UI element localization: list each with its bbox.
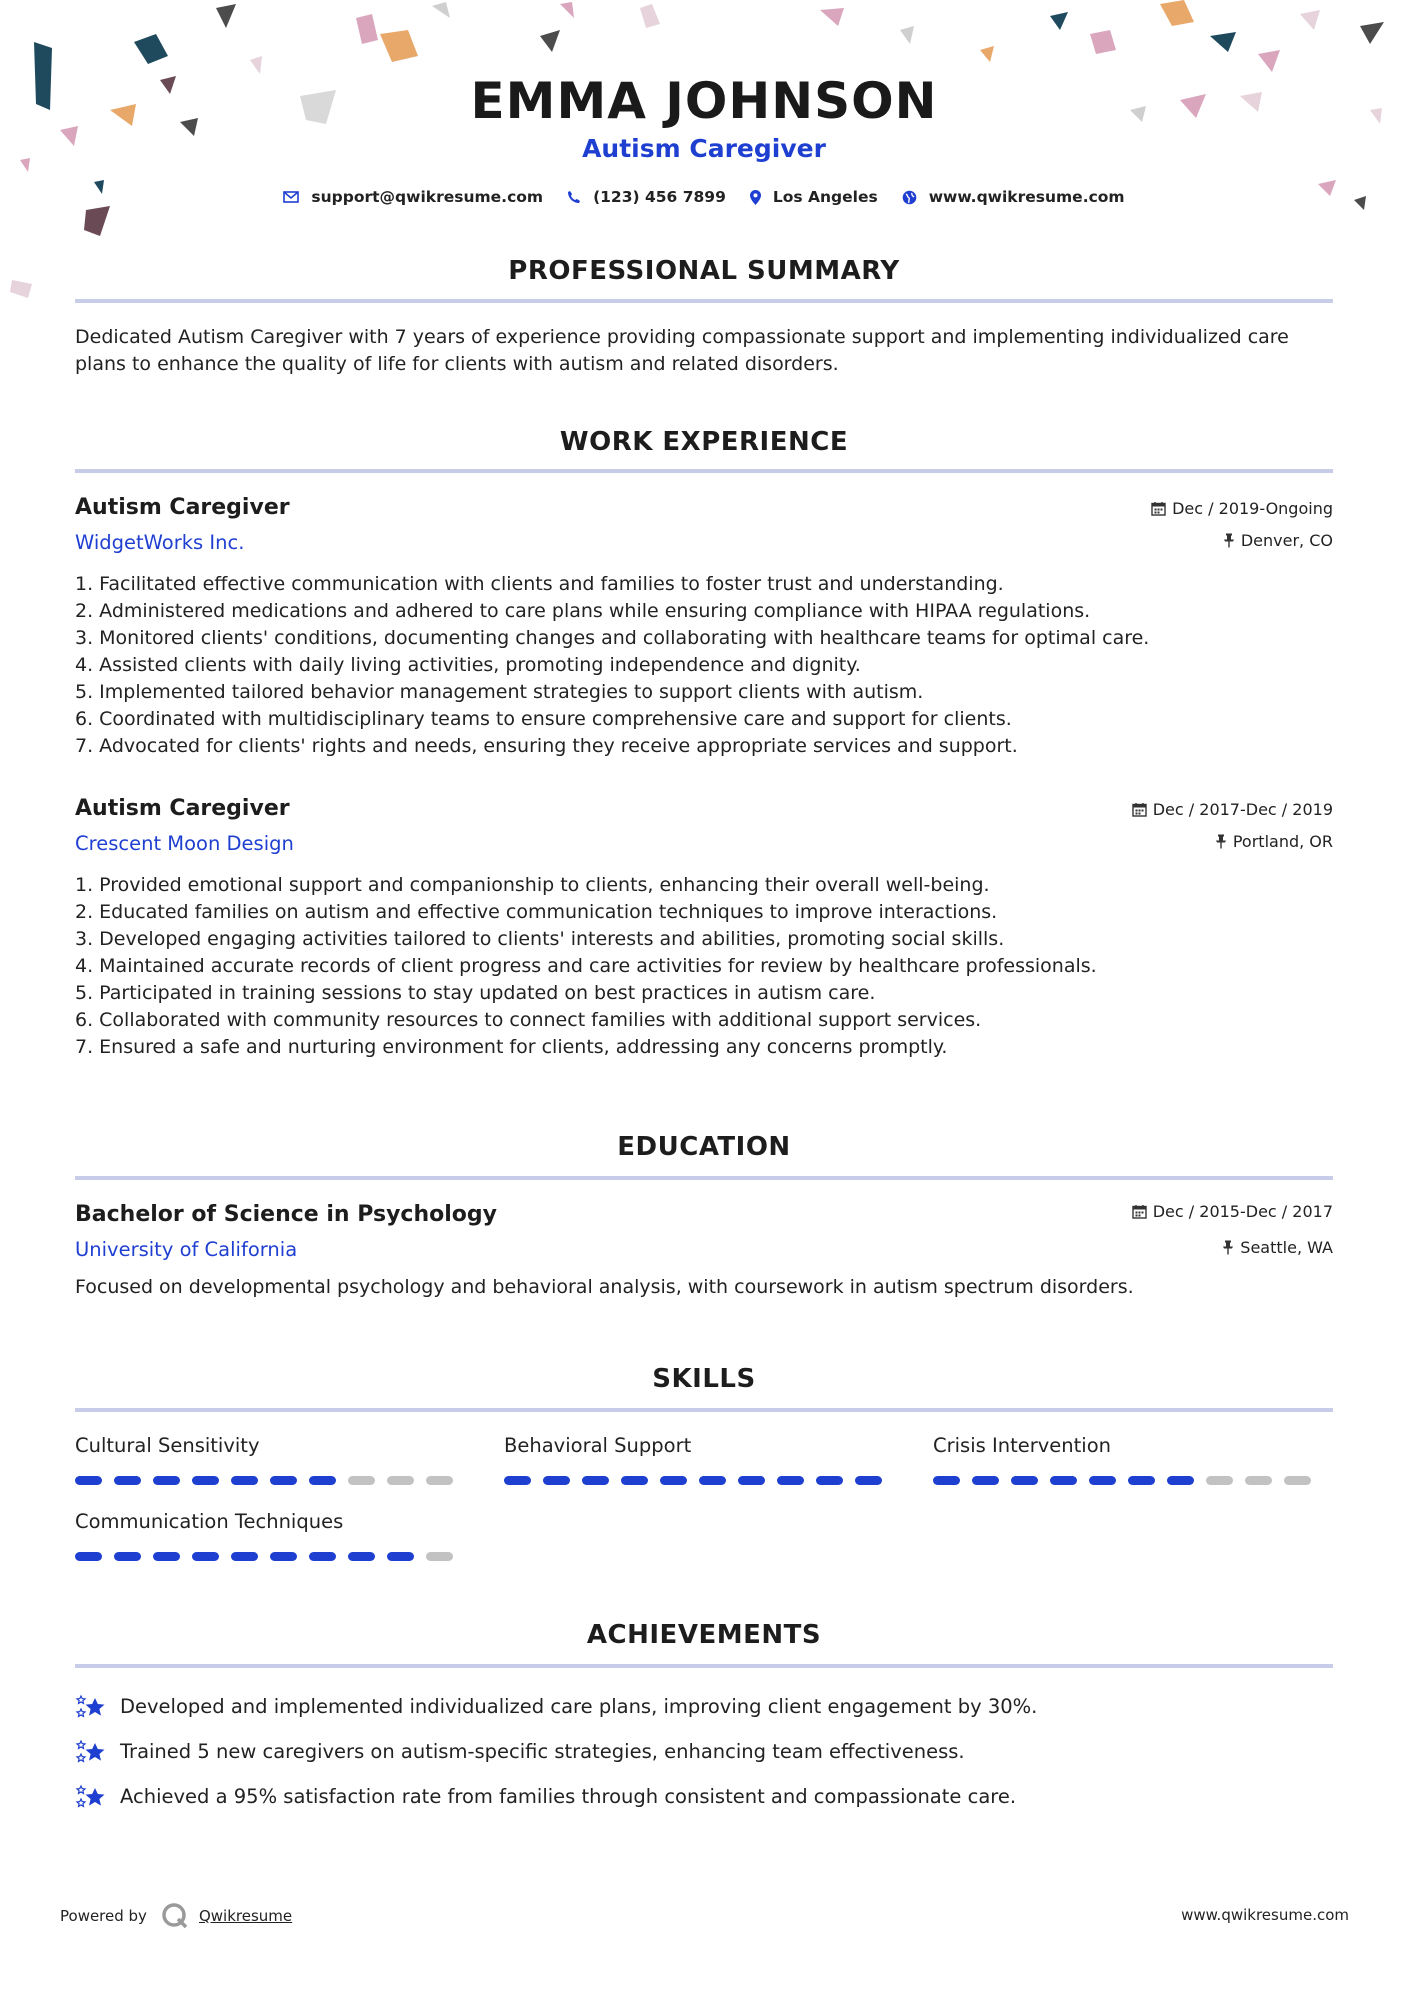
contact-website[interactable] (902, 188, 1125, 206)
skill-segment-empty (1245, 1476, 1272, 1485)
skill-level-bar (504, 1476, 894, 1485)
education-location (1222, 1238, 1333, 1257)
skill-level-bar (75, 1552, 465, 1561)
job-bullet-list (75, 872, 1097, 1061)
contact-email[interactable] (283, 188, 543, 206)
experience-entry (75, 796, 1333, 1058)
section-divider (75, 299, 1333, 303)
list-item: 7. Ensured a safe and nurturing environment for clients, addressing any concerns promptly. (75, 1036, 948, 1058)
skill-item (75, 1434, 475, 1457)
section-title-experience: WORK EXPERIENCE (559, 427, 849, 457)
skill-segment-filled (75, 1552, 102, 1561)
job-bullet-list (75, 571, 1149, 760)
skill-segment-filled (504, 1476, 531, 1485)
section-divider (75, 469, 1333, 473)
section-divider (75, 1176, 1333, 1180)
skill-segment-filled (75, 1476, 102, 1485)
skill-segment-filled (1050, 1476, 1077, 1485)
footer-brand-link[interactable]: Qwikresume (198, 1907, 293, 1925)
list-item: 1. Provided emotional support and companionship to clients, enhancing their overall well-being. (75, 874, 990, 896)
list-item: 1. Facilitated effective communication with clients and families to foster trust and understanding. (75, 573, 1004, 595)
skill-segment-filled (660, 1476, 687, 1485)
skill-segment-filled (1011, 1476, 1038, 1485)
skill-item (504, 1434, 904, 1457)
envelope-icon (283, 191, 299, 203)
education-entry (75, 1202, 1333, 1298)
skill-segment-filled (1128, 1476, 1155, 1485)
stars-icon (75, 1782, 108, 1810)
skill-segment-filled (1167, 1476, 1194, 1485)
job-company: Crescent Moon Design (75, 832, 294, 855)
skill-segment-filled (153, 1476, 180, 1485)
section-divider (75, 1408, 1333, 1412)
skill-segment-filled (270, 1552, 297, 1561)
skill-segment-filled (114, 1476, 141, 1485)
section-title-achievements: ACHIEVEMENTS (586, 1620, 822, 1650)
job-date-text: Dec / 2017-Dec / 2019 (1152, 800, 1333, 819)
education-school: University of California (75, 1238, 298, 1261)
contact-email-text: support@qwikresume.com (311, 188, 544, 206)
skill-segment-filled (231, 1552, 258, 1561)
education-location-text: Seattle, WA (1240, 1238, 1333, 1257)
skill-segment-empty (426, 1476, 453, 1485)
skill-segment-filled (270, 1476, 297, 1485)
achievement-text: Developed and implemented individualized care plans, improving client engagement by 30%. (120, 1694, 1038, 1718)
list-item: 4. Assisted clients with daily living activities, promoting independence and dignity. (75, 654, 861, 676)
skill-segment-filled (114, 1552, 141, 1561)
job-location-text: Portland, OR (1232, 832, 1333, 851)
phone-icon (567, 190, 581, 204)
skill-segment-filled (933, 1476, 960, 1485)
skill-segment-filled (387, 1552, 414, 1561)
skill-segment-filled (231, 1476, 258, 1485)
job-role: Autism Caregiver (75, 796, 290, 821)
skill-segment-filled (153, 1552, 180, 1561)
summary-text: Dedicated Autism Caregiver with 7 years of experience providing compassionate support and implementing individualized care plans to enhance the quality of life for clients with autism and related disorders. (75, 326, 1289, 375)
list-item: 2. Educated families on autism and effective communication techniques to improve interactions. (75, 901, 998, 923)
skill-level-bar (933, 1476, 1323, 1485)
skill-segment-filled (192, 1476, 219, 1485)
skill-level-bar (75, 1476, 465, 1485)
push-pin-icon (1215, 834, 1227, 849)
candidate-title: Autism Caregiver (582, 134, 826, 163)
job-company: WidgetWorks Inc. (75, 531, 245, 554)
skill-segment-filled (621, 1476, 648, 1485)
achievement-item (75, 1692, 1333, 1720)
job-location-text: Denver, CO (1240, 531, 1333, 550)
list-item: 3. Developed engaging activities tailored to clients' interests and abilities, promoting social skills. (75, 928, 1005, 950)
contact-website-text: www.qwikresume.com (928, 188, 1125, 206)
skill-segment-filled (348, 1552, 375, 1561)
section-title-summary: PROFESSIONAL SUMMARY (508, 256, 900, 286)
list-item: 6. Coordinated with multidisciplinary teams to ensure comprehensive care and support for clients. (75, 708, 1012, 730)
list-item: 6. Collaborated with community resources to connect families with additional support services. (75, 1009, 982, 1031)
skill-segment-filled (855, 1476, 882, 1485)
contact-bar (75, 188, 1333, 206)
section-divider (75, 1664, 1333, 1668)
job-date (1132, 800, 1333, 819)
job-location (1215, 832, 1333, 851)
skill-segment-filled (582, 1476, 609, 1485)
push-pin-icon (1223, 533, 1235, 548)
calendar-icon (1151, 501, 1166, 516)
section-title-skills: SKILLS (652, 1364, 756, 1394)
job-date (1151, 499, 1333, 518)
footer-website-link[interactable]: www.qwikresume.com (1181, 1906, 1349, 1924)
skill-segment-empty (426, 1552, 453, 1561)
skill-segment-empty (1284, 1476, 1311, 1485)
job-date-text: Dec / 2019-Ongoing (1172, 499, 1333, 518)
stars-icon (75, 1692, 108, 1720)
contact-phone[interactable] (567, 188, 726, 206)
skill-item (933, 1434, 1333, 1457)
skill-segment-filled (699, 1476, 726, 1485)
education-degree: Bachelor of Science in Psychology (75, 1202, 497, 1227)
globe-icon (902, 190, 917, 205)
stars-icon (75, 1737, 108, 1765)
skill-segment-filled (972, 1476, 999, 1485)
achievement-text: Achieved a 95% satisfaction rate from families through consistent and compassionate care. (120, 1784, 1017, 1808)
experience-entry (75, 495, 1333, 757)
skill-segment-empty (1206, 1476, 1233, 1485)
map-pin-icon (750, 190, 761, 205)
qwikresume-logo-icon (161, 1902, 189, 1930)
skill-segment-filled (309, 1476, 336, 1485)
list-item: 5. Participated in training sessions to stay updated on best practices in autism care. (75, 982, 876, 1004)
skill-segment-filled (543, 1476, 570, 1485)
achievement-text: Trained 5 new caregivers on autism-specific strategies, enhancing team effectiveness. (120, 1739, 965, 1763)
skill-segment-filled (1089, 1476, 1116, 1485)
section-title-education: EDUCATION (617, 1132, 791, 1162)
achievement-item (75, 1737, 1333, 1765)
contact-phone-text: (123) 456 7899 (593, 188, 726, 206)
skill-segment-filled (192, 1552, 219, 1561)
contact-location-text: Los Angeles (772, 188, 878, 206)
skill-name: Communication Techniques (75, 1510, 344, 1533)
list-item: 7. Advocated for clients' rights and needs, ensuring they receive appropriate services and support. (75, 735, 1018, 757)
education-description: Focused on developmental psychology and behavioral analysis, with coursework in autism spectrum disorders. (75, 1276, 1134, 1298)
footer-powered-by (60, 1902, 292, 1930)
candidate-name: EMMA JOHNSON (470, 72, 938, 130)
achievement-item (75, 1782, 1333, 1810)
powered-by-label: Powered by (60, 1907, 147, 1925)
contact-location (750, 188, 878, 206)
list-item: 2. Administered medications and adhered to care plans while ensuring compliance with HIPAA regulations. (75, 600, 1091, 622)
education-date-text: Dec / 2015-Dec / 2017 (1152, 1202, 1333, 1221)
skill-segment-filled (309, 1552, 336, 1561)
skill-segment-filled (816, 1476, 843, 1485)
push-pin-icon (1222, 1240, 1234, 1255)
skill-name: Crisis Intervention (933, 1434, 1112, 1457)
skill-segment-empty (387, 1476, 414, 1485)
list-item: 4. Maintained accurate records of client progress and care activities for review by healthcare professionals. (75, 955, 1097, 977)
education-date (1132, 1202, 1333, 1221)
list-item: 5. Implemented tailored behavior management strategies to support clients with autism. (75, 681, 924, 703)
skill-segment-filled (777, 1476, 804, 1485)
skill-name: Behavioral Support (504, 1434, 692, 1457)
skill-item (75, 1510, 475, 1533)
job-location (1223, 531, 1333, 550)
skill-segment-filled (738, 1476, 765, 1485)
calendar-icon (1132, 1204, 1147, 1219)
calendar-icon (1132, 802, 1147, 817)
skill-name: Cultural Sensitivity (75, 1434, 260, 1457)
list-item: 3. Monitored clients' conditions, documenting changes and collaborating with healthcare teams for optimal care. (75, 627, 1150, 649)
job-role: Autism Caregiver (75, 495, 290, 520)
skill-segment-empty (348, 1476, 375, 1485)
